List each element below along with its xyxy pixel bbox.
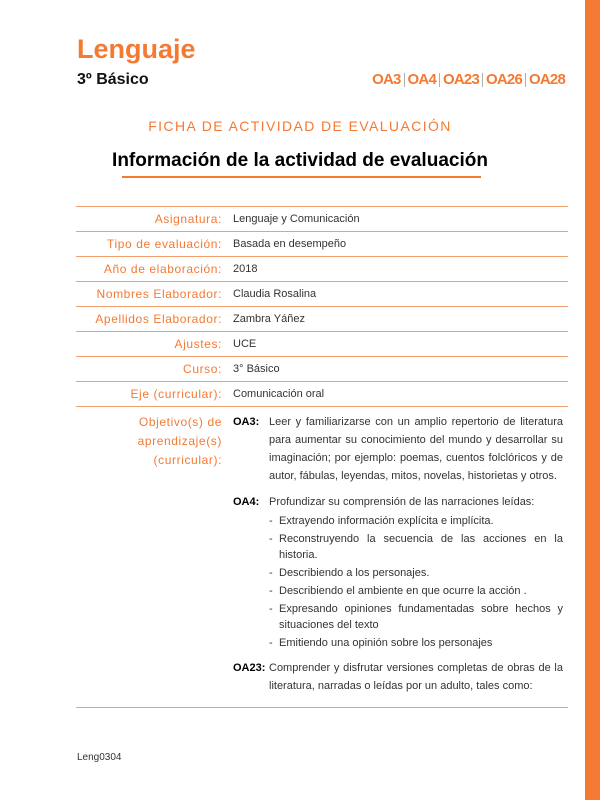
field-label: Asignatura: — [154, 212, 222, 226]
field-label: Curso: — [183, 362, 222, 376]
field-label: Tipo de evaluación: — [106, 237, 222, 251]
objectives-label-line: aprendizaje(s) — [137, 434, 222, 448]
field-row-curso — [76, 356, 568, 381]
objective-text: Leer y familiarizarse con un amplio repertorio de literatura para aumentar su conocimiento del mundo y desarrollar su imaginación; por ejemplo: poemas, cuentos folclóricos y de autor, fábulas, leyendas, mitos, novelas, historietas y otros. — [269, 416, 563, 482]
oa-separator — [439, 73, 440, 87]
field-value: Claudia Rosalina — [233, 288, 317, 300]
objectives-label-line: Objetivo(s) de — [138, 415, 222, 429]
field-value: UCE — [233, 338, 257, 350]
objective-bullet: - Expresando opiniones fundamentadas sobre hechos y situaciones del texto — [269, 601, 563, 633]
objective-content — [269, 493, 563, 651]
objective-bullet: - Extrayendo información explícita e implícita. — [269, 513, 563, 529]
objective-bullet: - Describiendo el ambiente en que ocurre la acción . — [269, 583, 563, 599]
objective-code: OA23: — [233, 662, 266, 674]
field-value: Zambra Yáñez — [233, 313, 305, 325]
oa-code: OA23 — [443, 71, 479, 88]
field-row-asignatura — [76, 206, 568, 231]
subject-title: Lenguaje — [77, 34, 196, 64]
oa-code: OA4 — [407, 71, 436, 88]
objective-code: OA4: — [233, 496, 260, 508]
objectives-body — [222, 413, 563, 703]
field-row-ano-elaboracion — [76, 256, 568, 281]
field-label: Eje (curricular): — [130, 387, 222, 401]
field-label: Ajustes: — [174, 337, 222, 351]
grade-label: 3º Básico — [77, 71, 149, 88]
oa-code: OA28 — [529, 71, 565, 88]
field-label: Nombres Elaborador: — [96, 287, 222, 301]
objective-bullet: - Emitiendo una opinión sobre los personajes — [269, 635, 563, 651]
oa-codes-header — [372, 71, 565, 88]
field-label: Apellidos Elaborador: — [95, 312, 222, 326]
field-row-objetivos — [76, 406, 568, 708]
document-title: Información de la actividad de evaluación — [112, 150, 488, 171]
objective-code: OA3: — [233, 416, 260, 428]
objective-oa23 — [233, 659, 563, 695]
oa-code: OA3 — [372, 71, 401, 88]
title-underline — [122, 176, 481, 178]
field-row-ajustes — [76, 331, 568, 356]
field-value: Basada en desempeño — [233, 238, 347, 250]
objectives-label — [76, 413, 222, 703]
field-value: 3° Básico — [233, 363, 280, 375]
oa-code: OA26 — [486, 71, 522, 88]
objective-oa3 — [233, 413, 563, 485]
objective-text: Profundizar su comprensión de las narraciones leídas: — [269, 496, 535, 508]
oa-separator — [525, 73, 526, 87]
field-label: Año de elaboración: — [103, 262, 222, 276]
field-row-nombres-elaborador — [76, 281, 568, 306]
objectives-label-line: (curricular): — [153, 453, 222, 467]
field-value: Comunicación oral — [233, 388, 325, 400]
objective-text: Comprender y disfrutar versiones completas de obras de la literatura, narradas o leídas por un adulto, tales como: — [269, 662, 563, 692]
footer-code: Leng0304 — [77, 752, 122, 763]
info-table — [76, 206, 568, 708]
objective-bullet: - Reconstruyendo la secuencia de las acciones en la historia. — [269, 531, 563, 563]
objective-oa4 — [233, 493, 563, 651]
field-row-eje-curricular — [76, 381, 568, 406]
oa-separator — [404, 73, 405, 87]
field-value: 2018 — [233, 263, 258, 275]
objective-bullet: - Describiendo a los personajes. — [269, 565, 563, 581]
field-value: Lenguaje y Comunicación — [233, 213, 360, 225]
field-row-tipo-evaluacion — [76, 231, 568, 256]
oa-separator — [482, 73, 483, 87]
field-row-apellidos-elaborador — [76, 306, 568, 331]
objective-bullet-list — [269, 513, 563, 651]
sheet-type-heading: FICHA DE ACTIVIDAD DE EVALUACIÓN — [148, 118, 452, 134]
